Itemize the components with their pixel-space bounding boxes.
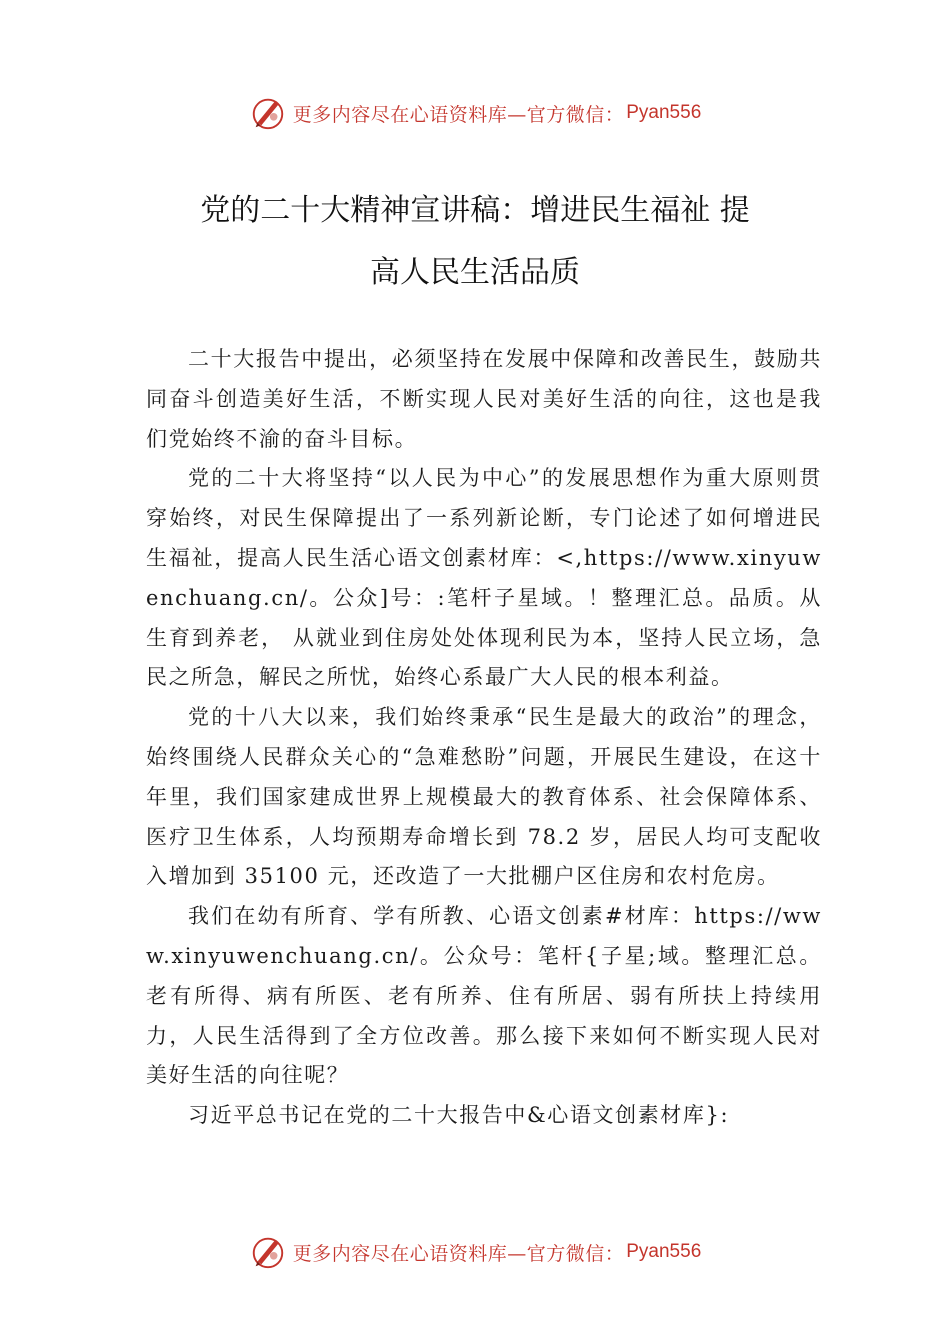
document-body <box>146 340 822 1136</box>
title-line-1: 党的二十大精神宣讲稿：增进民生福祉 提 <box>200 193 750 228</box>
header-wechat-id: Pyan556 <box>626 102 702 123</box>
paragraph-3: 党的十八大以来，我们始终秉承“民生是最大的政治”的理念，始终围绕人民群众关心的“急难愁盼”问题，开展民生建设，在这十年里，我们国家建成世界上规模最大的教育体系、社会保障体系、医疗卫生体系，人均预期寿命增长到 78.2 岁，居民人均可支配收入增加到 35100 元，还改造了一大批棚户区住房和农村危房。 <box>146 705 822 889</box>
document-title <box>120 180 830 304</box>
footer-wechat-id: Pyan556 <box>626 1241 702 1262</box>
footer-banner <box>0 1232 950 1272</box>
footer-text: 更多内容尽在心语资料库—官方微信： <box>292 1242 625 1265</box>
paragraph-4: 我们在幼有所育、学有所教、心语文创素#材库：https://www.xinyuwenchuang.cn/。公众号：笔杆{子星;域。整理汇总。老有所得、病有所医、老有所养、住有所居、弱有所扶上持续用力，人民生活得到了全方位改善。那么接下来如何不断实现人民对美好生活的向往呢？ <box>146 904 822 1088</box>
paragraph-1: 二十大报告中提出，必须坚持在发展中保障和改善民生，鼓励共同奋斗创造美好生活，不断实现人民对美好生活的向往，这也是我们党始终不渝的奋斗目标。 <box>146 347 822 451</box>
paragraph-5: 习近平总书记在党的二十大报告中&心语文创素材库}: <box>188 1103 730 1128</box>
pen-logo-icon <box>249 1233 287 1271</box>
pen-logo-icon <box>249 94 287 132</box>
title-line-2: 高人民生活品质 <box>370 255 580 290</box>
header-banner <box>0 93 950 133</box>
paragraph-2: 党的二十大将坚持“以人民为中心”的发展思想作为重大原则贯穿始终，对民生保障提出了一系列新论断，专门论述了如何增进民生福祉，提高人民生活心语文创素材库：<,https://www.xinyuwenchuang.cn/。公众]号：:笔杆子星域。！整理汇总。品质。从生育到养老， 从就业到住房处处体现利民为本，坚持人民立场，急民之所急，解民之所忧，始终心系最广大人民的根本利益。 <box>146 466 822 690</box>
header-text: 更多内容尽在心语资料库—官方微信： <box>292 103 625 126</box>
